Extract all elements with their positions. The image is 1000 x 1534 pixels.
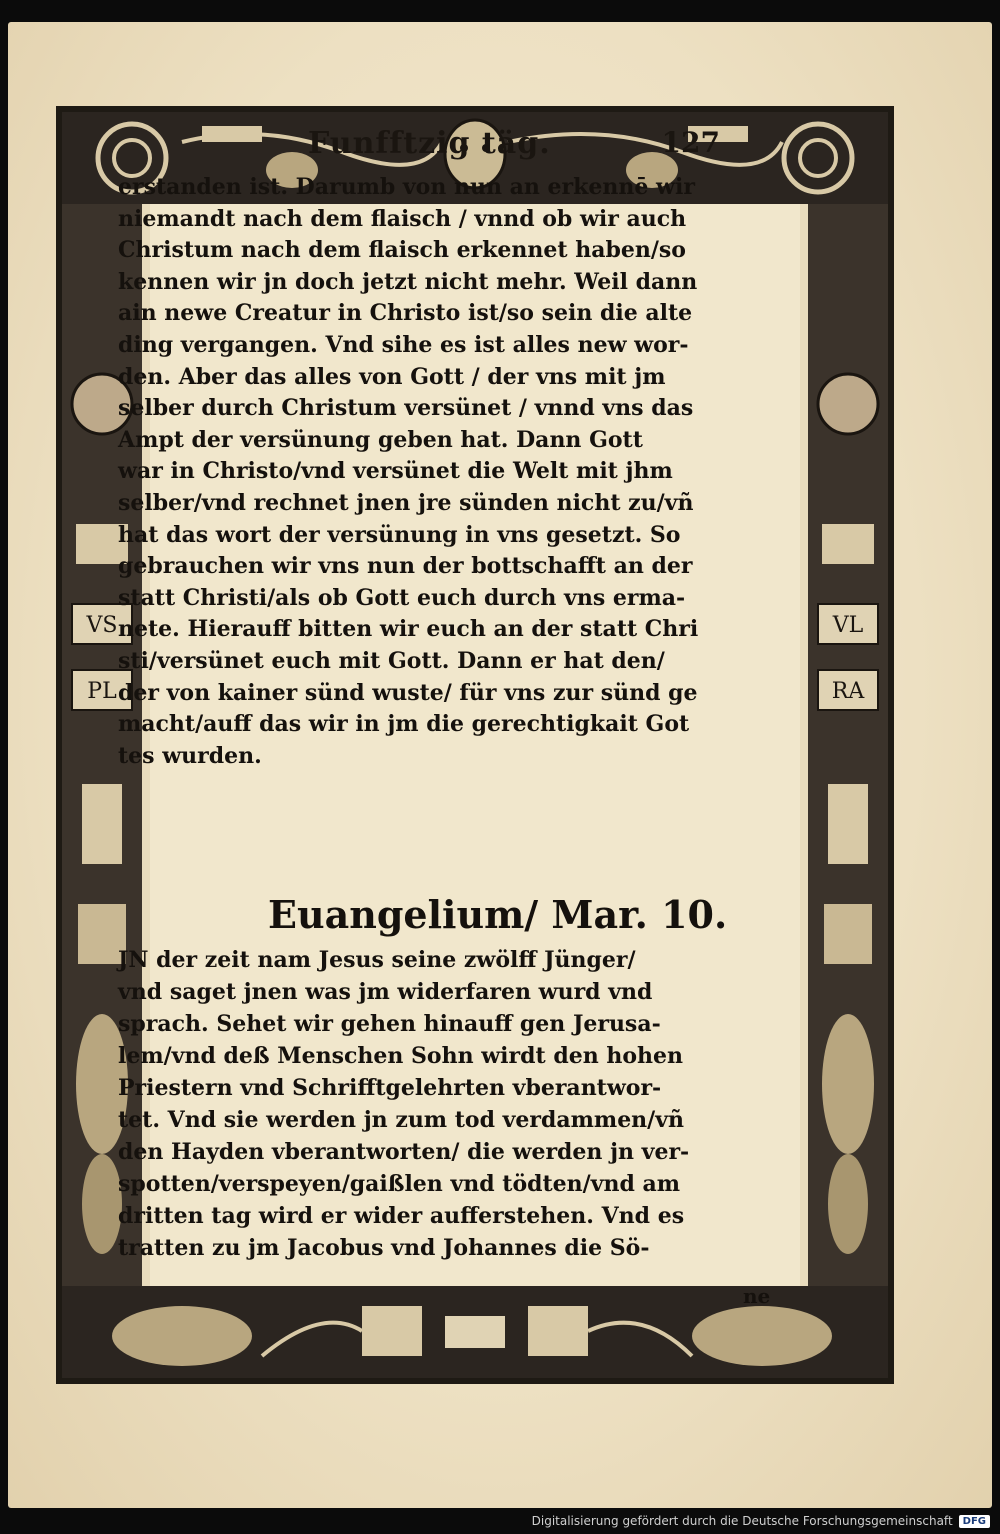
text-line: nete. Hierauff bitten wir euch an der statt Chri [118,616,699,643]
border-right-pillar [808,204,888,1286]
text-line: kennen wir jn doch jetzt nicht mehr. Weil dann [118,268,698,295]
text-line: spotten/verspeyen/gaißlen vnd tödten/vnd am [118,1171,681,1197]
text-line: lem/vnd deß Menschen Sohn wirdt den hohen [118,1043,684,1069]
gospel-text [118,944,748,1264]
page-number: 127 [661,126,720,159]
catchword: ne [743,1284,771,1308]
text-line: macht/auff das wir in jm die gerechtigkait Got [118,711,690,738]
text-line: war in Christo/vnd versünet die Welt mit jhm [118,458,673,485]
text-line: tes wurden. [118,742,262,769]
page-header [108,126,738,166]
text-line: niemandt nach dem flaisch / vnnd ob wir auch [118,205,687,232]
running-head: Funfftzig täg. [308,126,551,161]
section-heading: Euangelium/ Mar. 10. [268,892,728,937]
text-line: erstanden ist. Darumb von nun an erkennē wir [118,174,695,200]
right-pillar-ornament-icon [808,204,888,1286]
text-line: den. Aber das alles von Gott / der vns mit jm [118,363,666,390]
text-line: Ampt der versünung geben hat. Dann Gott [118,426,643,453]
text-line: ain newe Creatur in Christo ist/so sein die alte [118,300,693,327]
text-line: gebrauchen wir vns nun der bottschafft an der [118,553,693,580]
text-line: sti/versünet euch mit Gott. Dann er hat den/ [118,647,665,674]
left-label-bottom: PL [87,679,117,704]
text-line: tet. Vnd sie werden jn zum tod verdammen/vñ [118,1107,684,1133]
text-line: dritten tag wird er wider aufferstehen. Vnd es [118,1203,685,1229]
text-line: tratten zu jm Jacobus vnd Johannes die Sö- [118,1235,650,1261]
text-line: ding vergangen. Vnd sihe es ist alles new wor- [118,331,689,358]
epistle-text [118,172,748,772]
text-line: selber durch Christum versünet / vnnd vns das [118,395,694,422]
book-page [8,22,992,1508]
text-line: sprach. Sehet wir gehen hinauff gen Jerusa- [118,1011,661,1037]
text-line: Christum nach dem flaisch erkennet haben/so [118,237,686,264]
right-label-top: VL [832,613,864,638]
text-line: den Hayden vberantworten/ die werden jn ver- [118,1139,690,1165]
text-line: Priestern vnd Schrifftgelehrten vberantwor- [118,1075,662,1101]
text-line: statt Christi/als ob Gott euch durch vns erma- [118,584,686,611]
attribution-footer [532,1510,990,1532]
left-label-top: VS [86,613,118,638]
attribution-text: Digitalisierung gefördert durch die Deutsche Forschungsgemeinschaft [531,1514,953,1528]
text-line: der von kainer sünd wuste/ für vns zur sünd ge [118,679,698,706]
text-line: hat das wort der versünung in vns gesetzt. So [118,521,681,548]
text-line: vnd saget jnen was jm widerfaren wurd vnd [118,979,653,1005]
text-line: selber/vnd rechnet jnen jre sünden nicht zu/vñ [118,489,694,516]
dfg-logo-icon: DFG [959,1515,990,1528]
right-label-bottom: RA [831,679,865,704]
text-line: JN der zeit nam Jesus seine zwölff Jünger/ [118,947,636,973]
